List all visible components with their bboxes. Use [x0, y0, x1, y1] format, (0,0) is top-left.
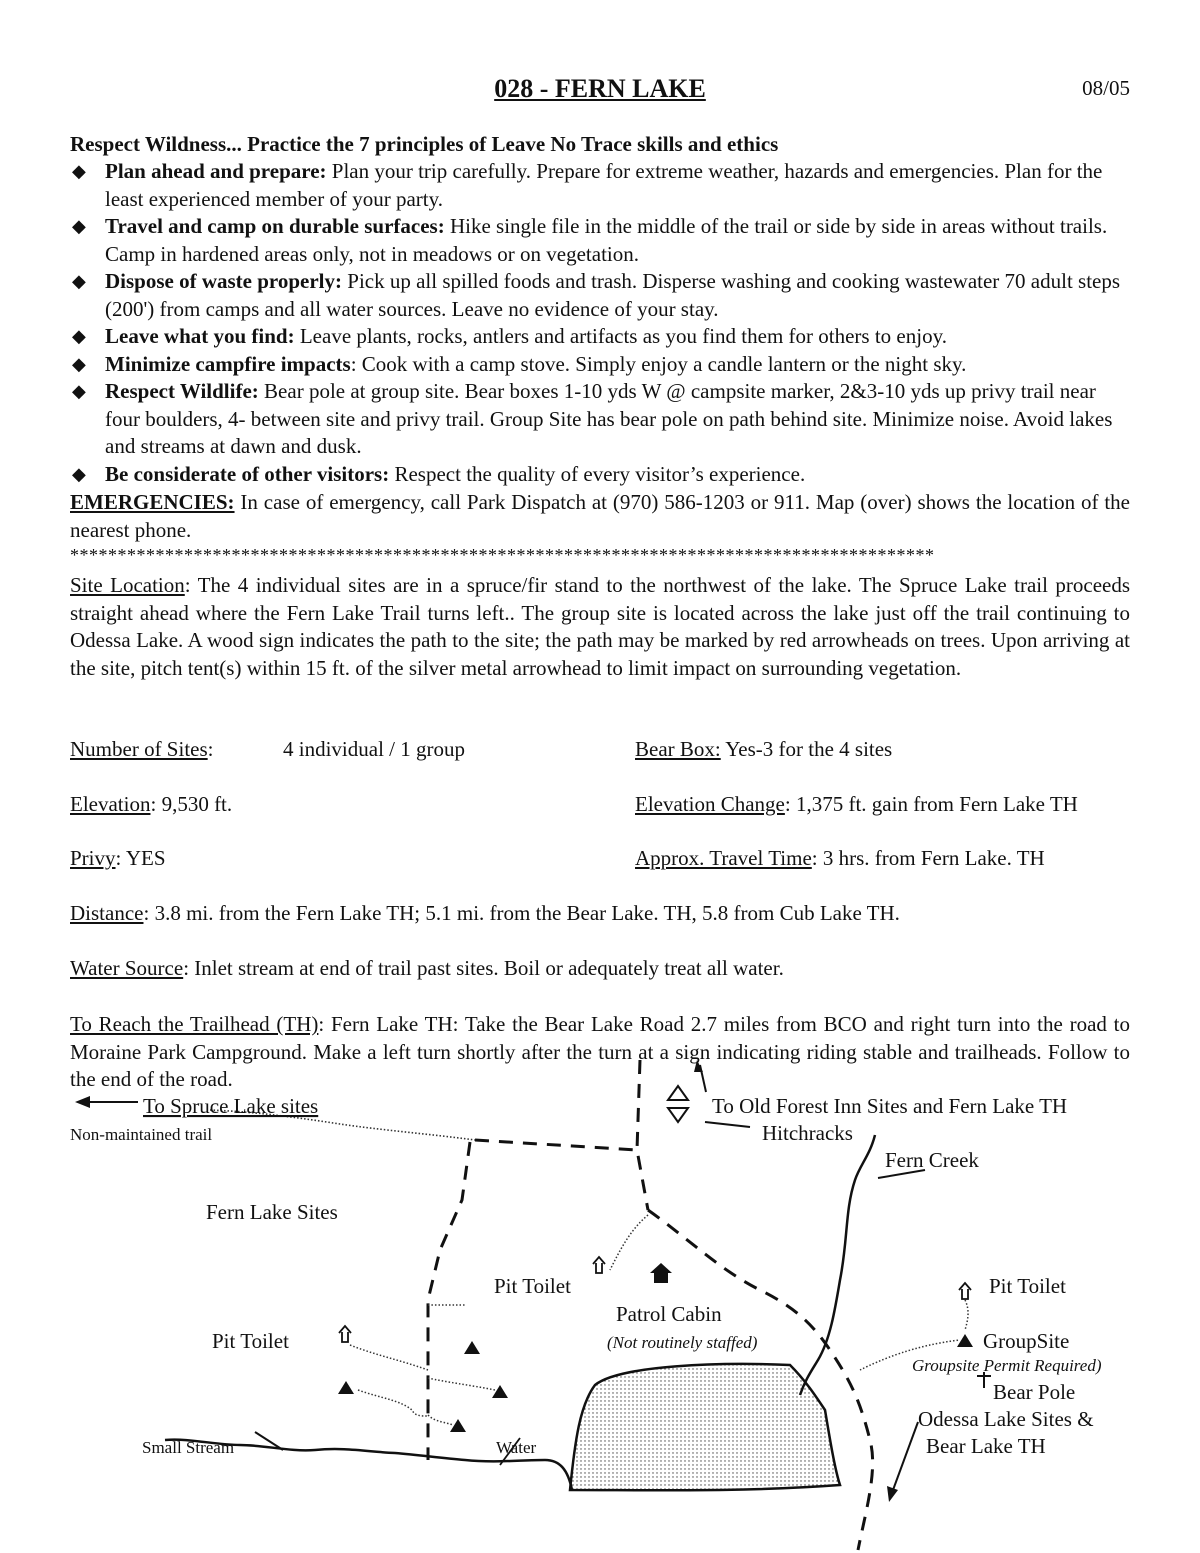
lnt-item — [70, 213, 1135, 268]
patrol-cabin-label: Patrol Cabin — [616, 1302, 722, 1326]
water-source-field — [70, 956, 784, 981]
diamond-bullet-icon: ◆ — [72, 326, 86, 346]
not-staffed-label: (Not routinely staffed) — [607, 1333, 758, 1352]
pit-toilet-label: Pit Toilet — [989, 1274, 1066, 1298]
diamond-bullet-icon: ◆ — [72, 463, 86, 484]
trailhead-text: : Fern Lake TH: Take the Bear Lake Road 2.7 miles from BCO and right turn into the road to Moraine Park Campground. Make a left turn shortly after the turn at a sign indicating riding stable and trailheads. Follow to the end of the road. — [70, 1012, 1130, 1091]
site-location-label: Site Location — [70, 573, 185, 597]
tent-icon — [957, 1334, 973, 1347]
sites-label: Number of Sites — [70, 737, 208, 761]
pit-toilet-icon — [959, 1283, 971, 1299]
site-location — [70, 572, 1130, 682]
lnt-item-text: Hike single file in the middle of the trail or side by side in areas without trails. Camp in hardened areas only, not in meadows or on vegetation. — [105, 214, 1108, 266]
groupsite-label: GroupSite — [983, 1329, 1070, 1353]
fern-lake-sites-label: Fern Lake Sites — [206, 1200, 338, 1224]
lnt-principles-list — [70, 158, 1135, 488]
tent-icon — [492, 1385, 508, 1398]
site-map — [0, 1060, 1200, 1553]
lnt-heading: Respect Wildness... Practice the 7 principles of Leave No Trace skills and ethics — [70, 132, 779, 156]
lnt-item — [70, 158, 1135, 213]
water-source-value: : Inlet stream at end of trail past sites. Boil or adequately treat all water. — [183, 956, 784, 980]
elevation-change-field — [635, 792, 1078, 817]
distance-field — [70, 901, 900, 926]
tent-icon — [464, 1341, 480, 1354]
revision-date: 08/05 — [1082, 76, 1130, 100]
travel-time-field — [635, 846, 1045, 871]
toilet-spur-trail — [610, 1215, 648, 1270]
lnt-item — [70, 323, 1135, 351]
privy-field — [70, 846, 166, 871]
fern-creek-line — [800, 1135, 875, 1395]
water-source-label: Water Source — [70, 956, 184, 980]
tent-icon — [338, 1381, 354, 1394]
bear-pole-label: Bear Pole — [993, 1380, 1076, 1404]
fern-creek-label: Fern Creek — [885, 1148, 979, 1172]
small-stream-label: Small Stream — [142, 1438, 235, 1457]
lnt-item-text: Respect the quality of every visitor’s experience. — [389, 461, 806, 486]
lnt-item — [70, 268, 1135, 323]
patrol-cabin-icon — [650, 1263, 672, 1283]
diamond-bullet-icon: ◆ — [72, 271, 86, 291]
hitchracks-label: Hitchracks — [762, 1121, 853, 1145]
odessa-label-line2: Bear Lake TH — [926, 1434, 1046, 1458]
pit-toilet-label: Pit Toilet — [212, 1329, 289, 1353]
hitchracks-pointer — [705, 1122, 750, 1127]
elevation-change-value: : 1,375 ft. gain from Fern Lake TH — [784, 792, 1078, 816]
travel-time-label: Approx. Travel Time — [635, 846, 812, 870]
site-location-text: : The 4 individual sites are in a spruce/fir stand to the northwest of the lake. The Spruce Lake trail proceeds straight ahead where the Fern Lake Trail turns left.. The group site is located across the lake just off the trail continuing to Odessa Lake. A wood sign indicates the path to the site; the path may be marked by red arrowheads on trees. Upon arriving at the site, pitch tent(s) within 15 ft. of the silver metal arrowhead to limit impact on surrounding vegetation. — [70, 573, 1131, 680]
lnt-item-title: Plan ahead and prepare: — [105, 159, 327, 183]
lnt-item-text: Pick up all spilled foods and trash. Disperse washing and cooking wastewater 70 adult steps (200') from camps and all water sources. Leave no evidence of your stay. — [105, 269, 1121, 321]
elevation-change-label: Elevation Change — [635, 792, 785, 816]
lnt-item-title: Respect Wildlife: — [105, 379, 259, 403]
emergency-label: EMERGENCIES: — [70, 490, 235, 514]
water-label: Water — [496, 1438, 537, 1457]
pit-toilet-icon — [339, 1326, 351, 1342]
hitchrack-icon — [668, 1086, 688, 1122]
permit-label: Groupsite Permit Required) — [912, 1356, 1102, 1375]
down-arrow-icon — [887, 1486, 898, 1502]
travel-time-value: : 3 hrs. from Fern Lake. TH — [811, 846, 1045, 870]
pit-toilet-label: Pit Toilet — [494, 1274, 571, 1298]
sites-field: Number of Sites: — [70, 737, 214, 761]
elevation-label: Elevation — [70, 792, 151, 816]
separator-line: ******************************************************************************************* — [70, 545, 935, 565]
diamond-bullet-icon: ◆ — [72, 161, 86, 181]
lnt-item — [70, 351, 1135, 379]
diamond-bullet-icon: ◆ — [72, 353, 86, 374]
lnt-item-title: Dispose of waste properly: — [105, 269, 343, 293]
page-title: 028 - FERN LAKE — [494, 74, 706, 103]
odessa-label-line1: Odessa Lake Sites & — [918, 1407, 1094, 1431]
lnt-item — [70, 378, 1135, 461]
emergency-text: In case of emergency, call Park Dispatch at (970) 586-1203 or 911. Map (over) shows the location of the nearest phone. — [70, 490, 1130, 542]
lnt-item — [70, 461, 1135, 489]
diamond-bullet-icon: ◆ — [72, 381, 86, 401]
tent-icon — [450, 1419, 466, 1432]
old-forest-label: To Old Forest Inn Sites and Fern Lake TH — [712, 1094, 1068, 1118]
bearbox-field — [635, 737, 892, 762]
odessa-arrow-line — [893, 1422, 918, 1490]
distance-label: Distance — [70, 901, 144, 925]
privy-value: : YES — [115, 846, 166, 870]
distance-value: : 3.8 mi. from the Fern Lake TH; 5.1 mi. from the Bear Lake. TH, 5.8 from Cub Lake TH. — [143, 901, 900, 925]
lnt-item-title: Minimize campfire impacts — [105, 351, 351, 376]
diamond-bullet-icon: ◆ — [72, 216, 86, 236]
lnt-item-text: Leave plants, rocks, antlers and artifacts as you find them for others to enjoy. — [294, 324, 947, 348]
non-maintained-label: Non-maintained trail — [70, 1125, 213, 1144]
privy-label: Privy — [70, 846, 116, 870]
lnt-item-title: Be considerate of other visitors: — [105, 461, 390, 486]
fern-lake-shape — [570, 1364, 840, 1490]
lnt-item-text: : Cook with a camp stove. Simply enjoy a candle lantern or the night sky. — [350, 351, 967, 376]
elevation-field — [70, 792, 232, 817]
trailhead-label: To Reach the Trailhead (TH) — [70, 1012, 319, 1036]
up-arrow-icon — [694, 1060, 703, 1072]
lnt-item-text: Bear pole at group site. Bear boxes 1-10 yds W @ campsite marker, 2&3-10 yds up privy trail near four boulders, 4- between site and privy trail. Group Site has bear pole on path behind site. Minimize noise. Avoid lakes and streams at dawn and dusk. — [105, 379, 1113, 458]
pit-toilet-icon — [593, 1257, 605, 1273]
lnt-item-title: Travel and camp on durable surfaces: — [105, 214, 445, 238]
left-arrow-icon — [75, 1096, 90, 1108]
lnt-item-title: Leave what you find: — [105, 324, 295, 348]
bearbox-label: Bear Box: — [635, 737, 721, 761]
lnt-item-text: Plan your trip carefully. Prepare for extreme weather, hazards and emergencies. Plan for the least experienced member of your party. — [105, 159, 1103, 211]
elevation-value: : 9,530 ft. — [150, 792, 233, 816]
emergency-notice — [70, 489, 1130, 544]
bearbox-value: Yes-3 for the 4 sites — [720, 737, 893, 761]
spruce-lake-label: To Spruce Lake sites — [143, 1094, 319, 1118]
sites-value: 4 individual / 1 group — [283, 737, 465, 761]
